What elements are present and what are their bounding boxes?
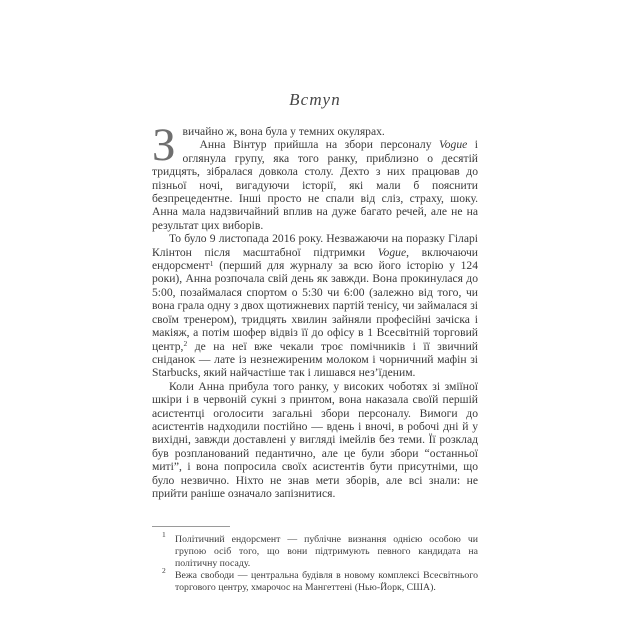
drop-cap: З (152, 119, 176, 171)
footnote-text: Вежа свободи — центральна будівля в новому комплексі Всесвітнього торгового центру, хмарочос на Мангеттені (Нью-Йорк, США). (175, 570, 478, 593)
page-content (152, 0, 478, 594)
text-segment: Vogue (377, 245, 407, 259)
text-segment: То було 9 листопада 2016 року. Незважаючи на поразку Гіларі Клінтон після масштабної підтримки (152, 232, 478, 259)
text-segment: , включаючи ендорсмент (152, 245, 478, 273)
text-segment: Коли Анна прибула того ранку, у високих чоботях зі зміїної шкіри і в червоній сукні з принтом, вона наказала своїй першій асистентці оголосити загальні збори персоналу. Вимоги до асистентів надходили постійно — вдень і вночі, в робочі дні й у вихідні, завжди доставлені у вигляді імейлів без теми. Її розклад був розпланований педантично, але це були збори “останньої миті”, і вона попросила своїх асистентів бути присутніми, що було незвично. Ніхто не знав мети зборів, але всі знали: не прийти раніше означало запізнитися. (152, 379, 478, 500)
text-segment: Анна Вінтур прийшла на збори персоналу (199, 138, 439, 152)
text-segment: де на неї вже чекали троє помічників і її звичний сніданок — лате із незнежиреним молоком і чорничний мафін зі Starbucks, який найчастіше так і лишався нез’їденим. (152, 339, 478, 380)
footnotes (152, 526, 478, 594)
footnote: 2 Вежа свободи — центральна будівля в новому комплексі Всесвітнього торгового центру, хмарочос на Мангеттені (Нью-Йорк, США). (162, 565, 478, 593)
text-segment: і оглянула групу, яка того ранку, приблизно о десятій тридцять, зібралася довкола столу. Дехто з них працював до пізньої ночі, вигадуючи історії, які мали б пояснити безпрецедентне. Інші просто не спали від сліз, страху, шоку. Анна мала надзвичайний вплив на дуже багато речей, але не на результат цих виборів. (152, 138, 478, 232)
footnote-ref: 2 (183, 339, 188, 348)
text-segment: (перший для журналу за всю його історію у 124 роки), Анна розпочала свій день як завжди. Вона прокинулася до 5:00, позаймалася спортом о 5:30 чи 6:00 (залежно від того, чи вона грала одну з двох щотижневих партій тенісу, чи займалася зі своїм тренером), тридцять хвилин зайняли професійні зачіска і макіяж, а потім шофер відвіз її до офісу в 1 Всесвітній торговий центр, (152, 259, 478, 353)
footnote-ref: 1 (209, 258, 214, 268)
text-segment: Vogue (438, 138, 468, 152)
paragraph (152, 232, 478, 379)
paragraph (152, 380, 478, 501)
chapter-title: Вступ (289, 90, 341, 109)
text-segment: вичайно ж, вона була у темних окулярах. (182, 125, 385, 138)
footnotes-list (152, 529, 478, 594)
footnote-separator (152, 526, 230, 527)
footnote-text: Політичний ендорсмент — публічне визнання однією особою чи групою осіб того, що вони підтримують певного кандидата на політичну посаду. (175, 534, 478, 570)
footnote: 1 Політичний ендорсмент — публічне визнання однією особою чи групою осіб того, що вони підтримують певного кандидата на політичну посаду. (162, 529, 478, 570)
paragraph (152, 138, 478, 232)
body-text (152, 119, 478, 500)
